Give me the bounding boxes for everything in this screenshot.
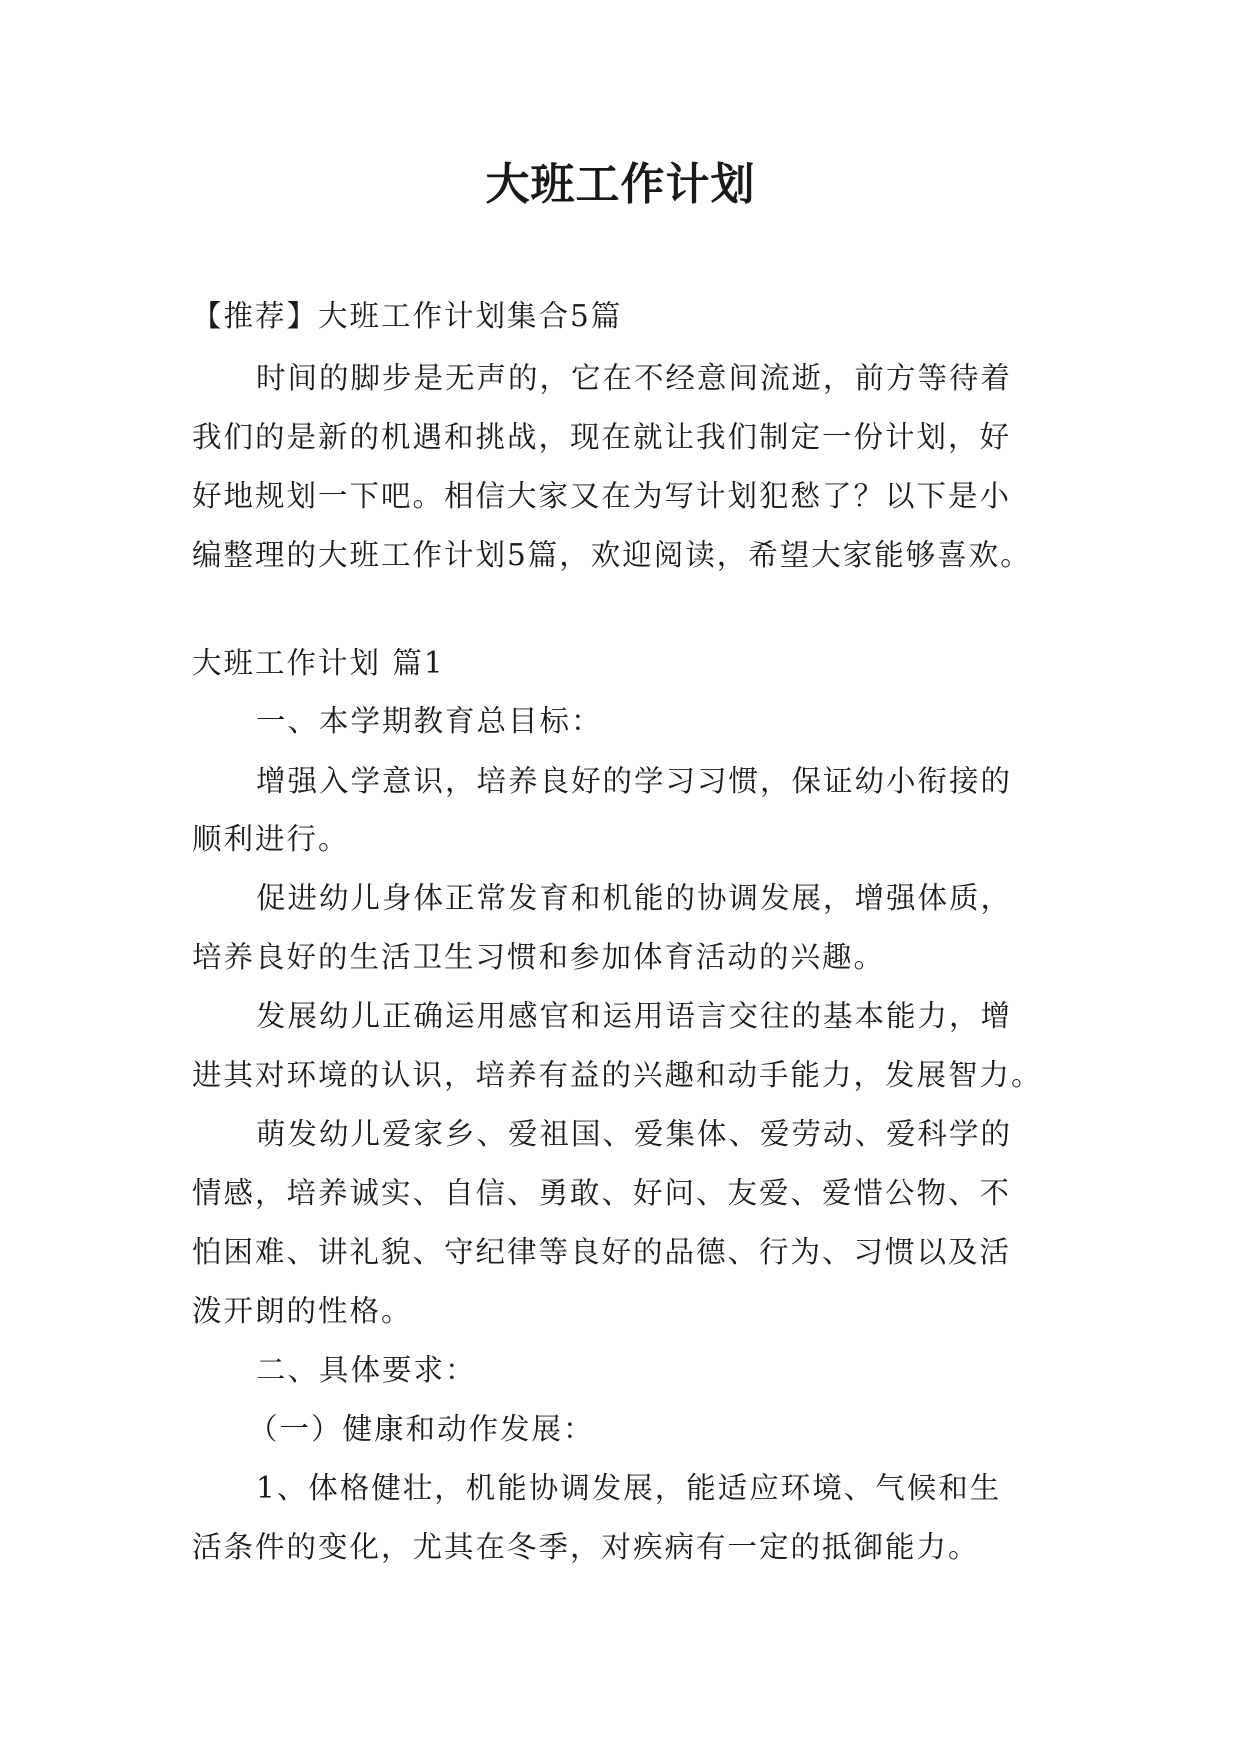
text-line: 培养良好的生活卫生习惯和参加体育活动的兴趣。: [192, 940, 886, 974]
text-line: 时间的脚步是无声的，它在不经意间流逝，前方等待着: [256, 361, 1013, 395]
text-line: 1、体格健壮，机能协调发展，能适应环境、气候和生: [256, 1471, 1002, 1505]
text-line: 泼开朗的性格。: [192, 1294, 413, 1328]
text-line: 情感，培养诚实、自信、勇敢、好问、友爱、爱惜公物、不: [192, 1176, 1012, 1210]
document-title: 大班工作计划: [485, 159, 756, 210]
text-line-subtitle: 【推荐】大班工作计划集合5篇: [192, 299, 623, 333]
section-heading: 大班工作计划 篇1: [192, 646, 445, 680]
text-line: 怕困难、讲礼貌、守纪律等良好的品德、行为、习惯以及活: [192, 1235, 1012, 1269]
text-line: 增强入学意识，培养良好的学习习惯，保证幼小衔接的: [256, 764, 1013, 798]
text-line: 萌发幼儿爱家乡、爱祖国、爱集体、爱劳动、爱科学的: [256, 1117, 1013, 1151]
text-line: 二、具体要求：: [256, 1353, 477, 1387]
text-line: 编整理的大班工作计划5篇，欢迎阅读，希望大家能够喜欢。: [192, 538, 1032, 572]
text-line: 发展幼儿正确运用感官和运用语言交往的基本能力，增: [256, 999, 1013, 1033]
text-line: （一）健康和动作发展：: [248, 1412, 595, 1446]
text-line: 好地规划一下吧。相信大家又在为写计划犯愁了？以下是小: [192, 479, 1012, 513]
text-line: 顺利进行。: [192, 822, 350, 856]
text-line: 促进幼儿身体正常发育和机能的协调发展，增强体质，: [256, 881, 1013, 915]
text-line: 活条件的变化，尤其在冬季，对疾病有一定的抵御能力。: [192, 1530, 980, 1564]
text-line: 进其对环境的认识，培养有益的兴趣和动手能力，发展智力。: [192, 1058, 1043, 1092]
text-line: 一、本学期教育总目标：: [256, 704, 603, 738]
text-line: 我们的是新的机遇和挑战，现在就让我们制定一份计划，好: [192, 420, 1012, 454]
